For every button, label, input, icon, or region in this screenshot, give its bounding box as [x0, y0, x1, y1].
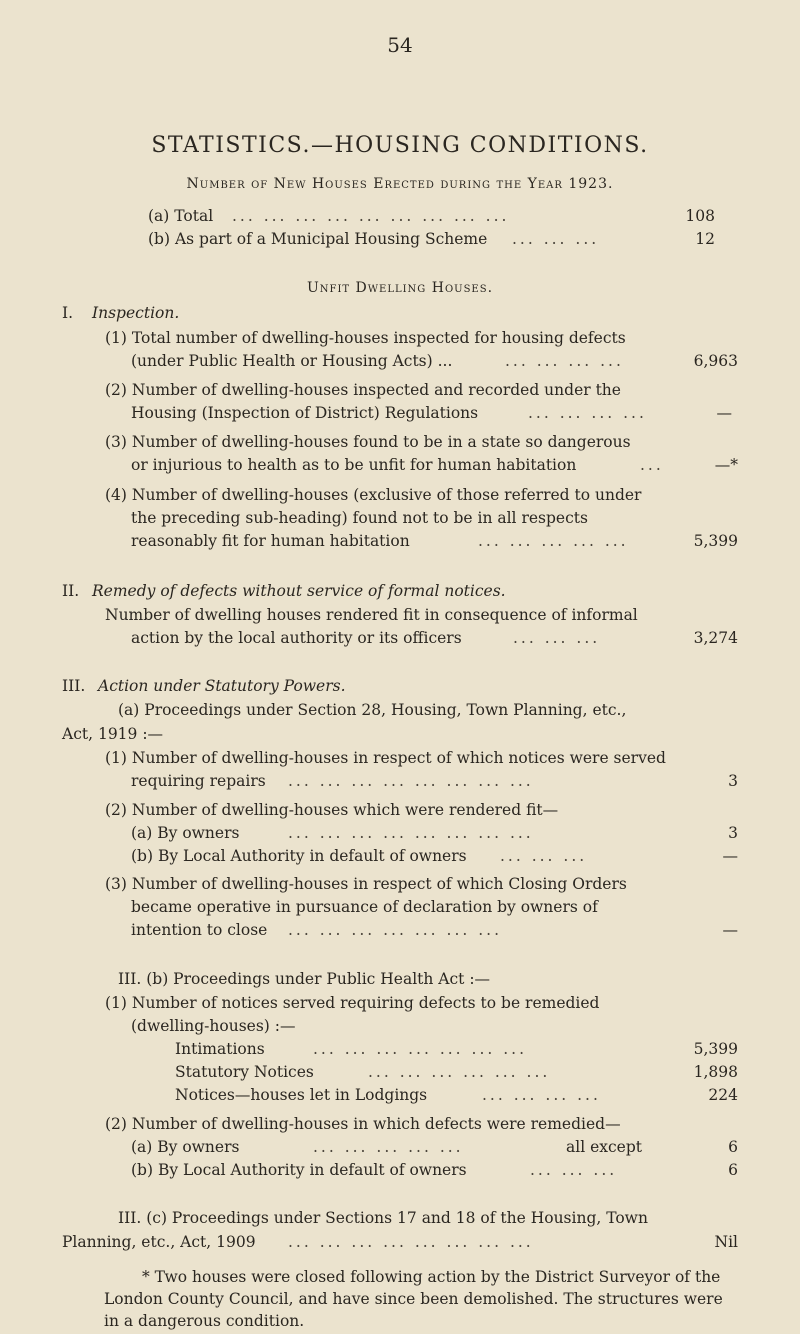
new-houses-total-dots: ... ... ... ... ... ... ... ... ... [232, 207, 510, 225]
s3a-item1-line2: requiring repairs [131, 772, 266, 790]
s3a-item2a-label: (a) By owners [131, 824, 240, 842]
s3b-heading: III. (b) Proceedings under Public Health Act :— [118, 970, 491, 988]
new-houses-heading: Number of New Houses Erected during the Year 1923. [186, 176, 614, 192]
s3b-row1-dots: ... ... ... ... ... ... ... [313, 1040, 528, 1058]
s3a-item2a-dots: ... ... ... ... ... ... ... ... [288, 824, 534, 842]
s2-line2: action by the local authority or its officers [131, 629, 462, 647]
s3b-item2a-dots: ... ... ... ... ... [313, 1138, 464, 1156]
new-houses-municipal-label: (b) As part of a Municipal Housing Scheme [148, 230, 488, 248]
s3c-line2: Planning, etc., Act, 1909 [62, 1233, 256, 1251]
s3b-item1-line1: (1) Number of notices served requiring defects to be remedied [105, 994, 600, 1012]
s3a-item3-line1: (3) Number of dwelling-houses in respect of which Closing Orders [105, 875, 627, 893]
s2-line1: Number of dwelling houses rendered fit in consequence of informal [105, 606, 638, 624]
s1-item1-line1: (1) Total number of dwelling-houses inspected for housing defects [105, 329, 626, 347]
s3b-row2-label: Statutory Notices [175, 1063, 314, 1081]
s3a-item2b-label: (b) By Local Authority in default of owners [131, 847, 467, 865]
s3c-value: Nil [714, 1233, 738, 1251]
new-houses-municipal-dots: ... ... ... [512, 230, 600, 248]
s3b-row3-dots: ... ... ... ... [482, 1086, 601, 1104]
s3a-item3-value: — [722, 921, 738, 939]
s1-item2-line2: Housing (Inspection of District) Regulations [131, 404, 479, 422]
new-houses-total-value: 108 [685, 207, 715, 225]
s3b-item2a-note: all except [566, 1138, 643, 1156]
s1-item4-dots: ... ... ... ... ... [478, 532, 629, 550]
s2-dots: ... ... ... [513, 629, 601, 647]
s3b-item2b-label: (b) By Local Authority in default of owners [131, 1161, 467, 1179]
s3a-item1-dots: ... ... ... ... ... ... ... ... [288, 772, 534, 790]
s3a-item2-line1: (2) Number of dwelling-houses which were rendered fit— [105, 801, 559, 819]
s3a-intro2: Act, 1919 :— [62, 725, 164, 743]
s1-item1-dots: ... ... ... ... [505, 352, 624, 370]
section-2-heading: Remedy of defects without service of formal notices. [92, 582, 506, 600]
s1-item4-line1: (4) Number of dwelling-houses (exclusive of those referred to under [105, 486, 642, 504]
s3b-row2-value: 1,898 [693, 1063, 738, 1081]
s3a-item2a-value: 3 [728, 824, 738, 842]
new-houses-municipal-value: 12 [695, 230, 715, 248]
s1-item3-line1: (3) Number of dwelling-houses found to be in a state so dangerous [105, 433, 631, 451]
page-number: 54 [387, 33, 413, 57]
s1-item3-value: —* [714, 456, 738, 474]
section-3-num: III. [62, 677, 86, 695]
s3b-item2-line1: (2) Number of dwelling-houses in which defects were remedied— [105, 1115, 621, 1133]
s3b-row3-value: 224 [708, 1086, 738, 1104]
s1-item4-value: 5,399 [693, 532, 738, 550]
s3b-row1-value: 5,399 [693, 1040, 738, 1058]
s3c-line1: III. (c) Proceedings under Sections 17 and 18 of the Housing, Town [118, 1209, 648, 1227]
s1-item1-value: 6,963 [693, 352, 738, 370]
unfit-heading: Unfit Dwelling Houses. [306, 280, 494, 296]
s3b-item1-line2: (dwelling-houses) :— [131, 1017, 296, 1035]
page-title: STATISTICS.—HOUSING CONDITIONS. [151, 133, 649, 158]
s3a-item1-value: 3 [728, 772, 738, 790]
s2-value: 3,274 [693, 629, 738, 647]
s3b-row1-label: Intimations [175, 1040, 265, 1058]
s3a-item3-line3: intention to close [131, 921, 268, 939]
s1-item4-line2: the preceding sub-heading) found not to be in all respects [131, 509, 588, 527]
new-houses-total-label: (a) Total [148, 207, 214, 225]
s1-item2-line1: (2) Number of dwelling-houses inspected and recorded under the [105, 381, 621, 399]
section-2-num: II. [62, 582, 80, 600]
s1-item3-line2: or injurious to health as to be unfit for human habitation [131, 456, 577, 474]
s3b-row2-dots: ... ... ... ... ... ... [368, 1063, 551, 1081]
section-3-heading: Action under Statutory Powers. [98, 677, 346, 695]
s1-item2-value: — [716, 404, 732, 422]
s3c-dots: ... ... ... ... ... ... ... ... [288, 1233, 534, 1251]
s3a-intro1: (a) Proceedings under Section 28, Housing, Town Planning, etc., [118, 701, 627, 719]
s3b-item2b-value: 6 [728, 1161, 738, 1179]
s1-item1-line2: (under Public Health or Housing Acts) ... [131, 352, 453, 370]
s3a-item2b-value: — [722, 847, 738, 865]
s3a-item2b-dots: ... ... ... [500, 847, 588, 865]
footnote: * Two houses were closed following action by the District Surveyor of the London County Council, and have since been demolished. The structures were in a dangerous condition. [104, 1268, 723, 1330]
s3b-item2a-label: (a) By owners [131, 1138, 240, 1156]
s3b-item2b-dots: ... ... ... [530, 1161, 618, 1179]
s3b-item2a-value: 6 [728, 1138, 738, 1156]
s1-item2-dots: ... ... ... ... [528, 404, 647, 422]
s3a-item3-line2: became operative in pursuance of declaration by owners of [131, 898, 598, 916]
s3a-item1-line1: (1) Number of dwelling-houses in respect of which notices were served [105, 749, 666, 767]
s1-item3-dots: ... [640, 456, 664, 474]
s3a-item3-dots: ... ... ... ... ... ... ... [288, 921, 503, 939]
s1-item4-line3: reasonably fit for human habitation [131, 532, 410, 550]
section-1-heading: Inspection. [92, 304, 180, 322]
section-1-num: I. [62, 304, 74, 322]
s3b-row3-label: Notices—houses let in Lodgings [175, 1086, 428, 1104]
